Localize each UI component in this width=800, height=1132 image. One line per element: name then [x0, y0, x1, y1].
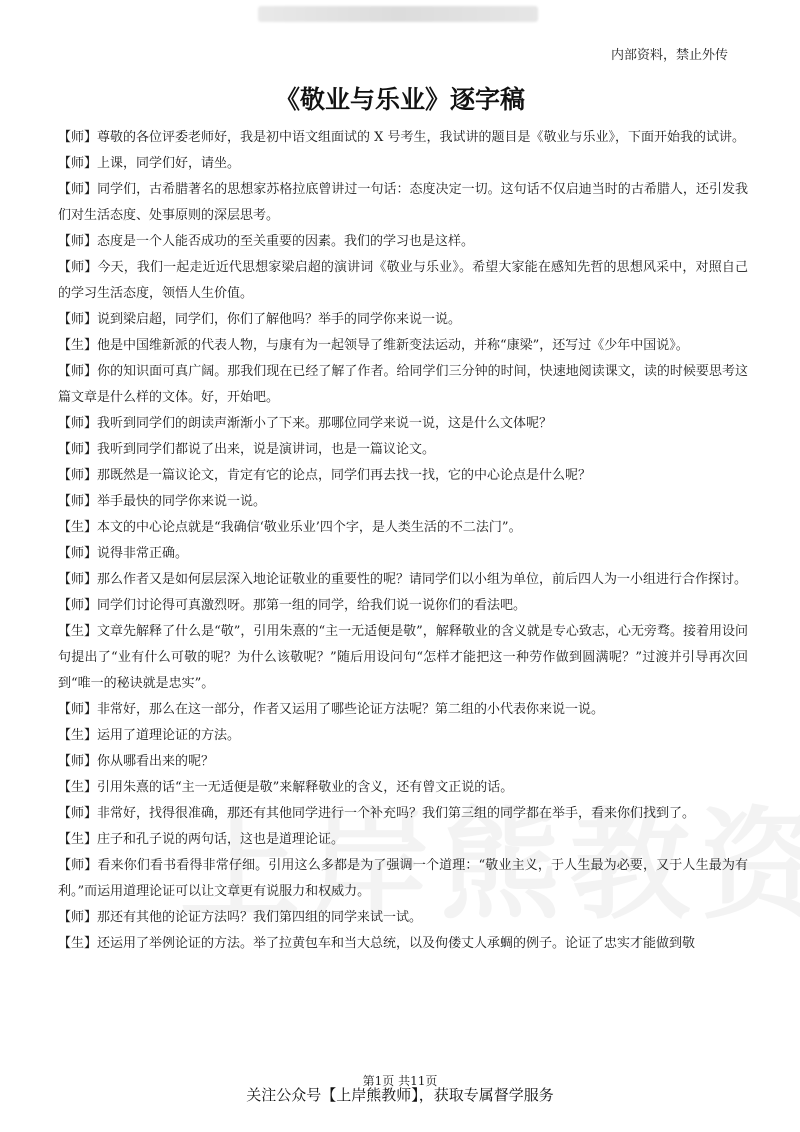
utterance-text: 上课，同学们好，请坐。	[97, 156, 241, 171]
transcript-line	[58, 853, 748, 905]
utterance-text: 他是中国维新派的代表人物，与康有为一起领导了维新变法运动，并称“康梁”，还写过《少年中国说》。	[97, 338, 689, 353]
transcript-line	[58, 125, 748, 151]
speaker-tag: 【师】	[58, 182, 98, 197]
speaker-tag: 【师】	[58, 546, 98, 561]
utterance-text: 文章先解释了什么是“敬”，引用朱熹的“主一无适便是敬”，解释敬业的含义就是专心致志，心无旁骛。接着用设问句提出了“业有什么可敬的呢？为什么该敬呢？”随后用设问句“怎样才能把这一种劳作做到圆满呢？”过渡并引导再次回到“唯一的秘诀就是忠实”。	[58, 624, 748, 691]
transcript-line	[58, 593, 748, 619]
transcript-line	[58, 827, 748, 853]
speaker-tag: 【师】	[58, 364, 98, 379]
transcript-line	[58, 801, 748, 827]
speaker-tag: 【师】	[58, 234, 98, 249]
transcript-line	[58, 307, 748, 333]
transcript-line	[58, 177, 748, 229]
utterance-text: 举手最快的同学你来说一说。	[97, 494, 267, 509]
utterance-text: 还运用了举例论证的方法。举了拉黄包车和当大总统，以及佝偻丈人承蜩的例子。论证了忠实才能做到敬	[97, 936, 696, 951]
transcript-line	[58, 255, 748, 307]
transcript-line	[58, 515, 748, 541]
utterance-text: 尊敬的各位评委老师好，我是初中语文组面试的 X 号考生，我试讲的题目是《敬业与乐业》，下面开始我的试讲。	[97, 130, 746, 145]
transcript-line	[58, 463, 748, 489]
speaker-tag: 【师】	[58, 754, 98, 769]
utterance-text: 你的知识面可真广阔。那我们现在已经了解了作者。给同学们三分钟的时间，快速地阅读课文，读的时候要思考这篇文章是什么样的文体。好，开始吧。	[58, 364, 748, 405]
transcript-line	[58, 697, 748, 723]
utterance-text: 庄子和孔子说的两句话，这也是道理论证。	[97, 832, 345, 847]
speaker-tag: 【师】	[58, 572, 98, 587]
transcript-line	[58, 775, 748, 801]
transcript-line	[58, 749, 748, 775]
transcript-body	[58, 125, 748, 957]
utterance-text: 引用朱熹的话“主一无适便是敬”来解释敬业的含义，还有曾文正说的话。	[97, 780, 514, 795]
speaker-tag: 【生】	[58, 780, 98, 795]
speaker-tag: 【师】	[58, 312, 98, 327]
speaker-tag: 【师】	[58, 416, 98, 431]
speaker-tag: 【师】	[58, 260, 98, 275]
transcript-line	[58, 151, 748, 177]
transcript-line	[58, 905, 748, 931]
speaker-tag: 【师】	[58, 494, 98, 509]
blurred-header-banner	[258, 6, 538, 22]
transcript-line	[58, 723, 748, 749]
speaker-tag: 【生】	[58, 728, 98, 743]
speaker-tag: 【生】	[58, 520, 98, 535]
speaker-tag: 【师】	[58, 442, 98, 457]
utterance-text: 同学们讨论得可真激烈呀。那第一组的同学，给我们说一说你们的看法吧。	[97, 598, 527, 613]
footer-follow-text: 关注公众号【上岸熊教师】，获取专属督学服务	[246, 1086, 554, 1104]
utterance-text: 那还有其他的论证方法吗？我们第四组的同学来试一试。	[97, 910, 423, 925]
utterance-text: 看来你们看书看得非常仔细。引用这么多都是为了强调一个道理：“敬业主义，于人生最为必要，又于人生最为有利。”而运用道理论证可以让文章更有说服力和权威力。	[58, 858, 748, 899]
utterance-text: 运用了道理论证的方法。	[97, 728, 241, 743]
utterance-text: 那么作者又是如何层层深入地论证敬业的重要性的呢？请同学们以小组为单位，前后四人为一小组进行合作探讨。	[97, 572, 748, 587]
transcript-line	[58, 567, 748, 593]
speaker-tag: 【生】	[58, 936, 98, 951]
utterance-text: 说到梁启超，同学们，你们了解他吗？举手的同学你来说一说。	[97, 312, 462, 327]
utterance-text: 我听到同学们都说了出来，说是演讲词，也是一篇议论文。	[97, 442, 436, 457]
utterance-text: 非常好，找得很准确，那还有其他同学进行一个补充吗？我们第三组的同学都在举手，看来你们找到了。	[97, 806, 696, 821]
utterance-text: 说得非常正确。	[97, 546, 189, 561]
speaker-tag: 【师】	[58, 702, 98, 717]
page-number: 第1页 共11页	[362, 1074, 438, 1088]
utterance-text: 你从哪看出来的呢？	[97, 754, 215, 769]
utterance-text: 今天，我们一起走近近代思想家梁启超的演讲词《敬业与乐业》。希望大家能在感知先哲的思想风采中，对照自己的学习生活态度，领悟人生价值。	[58, 260, 748, 301]
transcript-line	[58, 437, 748, 463]
transcript-line	[58, 541, 748, 567]
speaker-tag: 【师】	[58, 598, 98, 613]
utterance-text: 同学们，古希腊著名的思想家苏格拉底曾讲过一句话：态度决定一切。这句话不仅启迪当时的古希腊人，还引发我们对生活态度、处事原则的深层思考。	[58, 182, 748, 223]
internal-note: 内部资料，禁止外传	[610, 48, 728, 63]
page-title: 《敬业与乐业》逐字稿	[274, 85, 525, 114]
speaker-tag: 【师】	[58, 858, 98, 873]
speaker-tag: 【师】	[58, 806, 98, 821]
transcript-line	[58, 489, 748, 515]
transcript-line	[58, 411, 748, 437]
speaker-tag: 【师】	[58, 910, 98, 925]
speaker-tag: 【生】	[58, 338, 98, 353]
utterance-text: 态度是一个人能否成功的至关重要的因素。我们的学习也是这样。	[97, 234, 475, 249]
transcript-line	[58, 333, 748, 359]
utterance-text: 我听到同学们的朗读声渐渐小了下来。那哪位同学来说一说，这是什么文体呢？	[97, 416, 553, 431]
transcript-line	[58, 229, 748, 255]
speaker-tag: 【师】	[58, 156, 98, 171]
speaker-tag: 【生】	[58, 832, 98, 847]
speaker-tag: 【生】	[58, 624, 98, 639]
utterance-text: 非常好，那么在这一部分，作者又运用了哪些论证方法呢？第二组的小代表你来说一说。	[97, 702, 605, 717]
transcript-line	[58, 931, 748, 957]
speaker-tag: 【师】	[58, 468, 98, 483]
transcript-line	[58, 359, 748, 411]
transcript-line	[58, 619, 748, 697]
speaker-tag: 【师】	[58, 130, 98, 145]
utterance-text: 本文的中心论点就是“我确信‘敬业乐业’四个字，是人类生活的不二法门”。	[97, 520, 522, 535]
utterance-text: 那既然是一篇议论文，肯定有它的论点，同学们再去找一找，它的中心论点是什么呢？	[97, 468, 592, 483]
